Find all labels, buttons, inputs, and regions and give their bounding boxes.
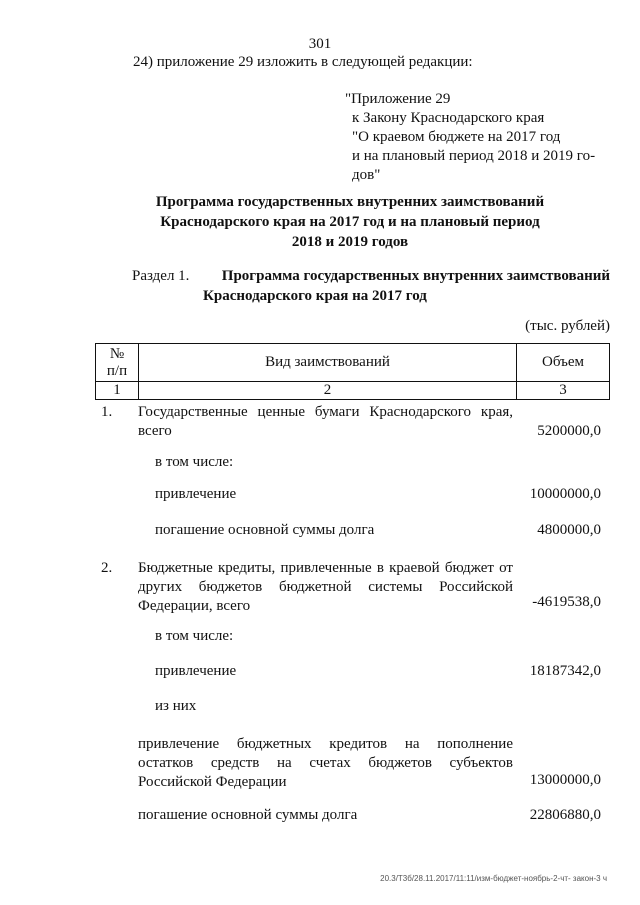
title-line: 2018 и 2019 годов <box>291 234 409 250</box>
footer-stamp: 20.3/Т3б/28.11.2017/11:11/изм-бюджет-ноябрь-2-чт- закон-3 ч <box>380 874 607 883</box>
row-text: Государственные ценные бумаги Краснодарского края, всего <box>138 404 513 439</box>
units-label: (тыс. рублей) <box>525 318 610 334</box>
section-label: Раздел 1. <box>132 268 190 284</box>
row-amount: 18187342,0 <box>529 663 601 679</box>
appendix-line: дов" <box>352 167 381 183</box>
header-amount: Объем <box>517 344 610 382</box>
appendix-reference <box>345 90 595 185</box>
row-amount: 10000000,0 <box>529 486 601 502</box>
table-header <box>95 343 610 400</box>
intro-text: 24) приложение 29 изложить в следующей редакции: <box>133 54 473 70</box>
title-line: Программа государственных внутренних заимствований <box>155 194 545 210</box>
document-title <box>110 192 590 252</box>
row-text: погашение основной суммы долга <box>155 522 375 538</box>
index-cell: 2 <box>139 382 517 400</box>
row-number: 1. <box>101 404 113 420</box>
appendix-line: и на плановый период 2018 и 2019 го- <box>352 148 596 164</box>
index-cell: 3 <box>517 382 610 400</box>
row-text: из них <box>155 698 197 714</box>
row-amount: 5200000,0 <box>537 423 601 439</box>
section-heading <box>132 266 610 306</box>
row-text: в том числе: <box>155 628 234 644</box>
section-title-line: Краснодарского края на 2017 год <box>203 288 427 304</box>
row-text: привлечение <box>155 486 237 502</box>
appendix-line: "О краевом бюджете на 2017 год <box>352 129 561 145</box>
header-type: Вид заимствований <box>139 344 517 382</box>
appendix-line: "Приложение 29 <box>345 91 451 107</box>
row-text: привлечение <box>155 663 237 679</box>
row-amount: 4800000,0 <box>537 522 601 538</box>
row-text: привлечение бюджетных кредитов на пополнение остатков средств на счетах бюджетов субъектов Российской Федерации <box>138 736 513 790</box>
row-text: погашение основной суммы долга <box>138 807 358 823</box>
title-line: Краснодарского края на 2017 год и на плановый период <box>160 214 540 230</box>
page-number: 301 <box>308 36 332 52</box>
appendix-line: к Закону Краснодарского края <box>352 110 545 126</box>
header-num <box>96 344 139 382</box>
section-title-line: Программа государственных внутренних заимствований <box>221 268 610 284</box>
row-number: 2. <box>101 560 113 576</box>
row-amount: 22806880,0 <box>529 807 601 823</box>
row-text: Бюджетные кредиты, привлеченные в краевой бюджет от других бюджетов бюджетной системы Российской Федерации, всего <box>138 560 513 614</box>
row-amount: -4619538,0 <box>532 594 601 610</box>
index-cell: 1 <box>96 382 139 400</box>
row-text: в том числе: <box>155 454 234 470</box>
header-num-text: № п/п <box>106 345 128 379</box>
row-amount: 13000000,0 <box>529 772 601 788</box>
